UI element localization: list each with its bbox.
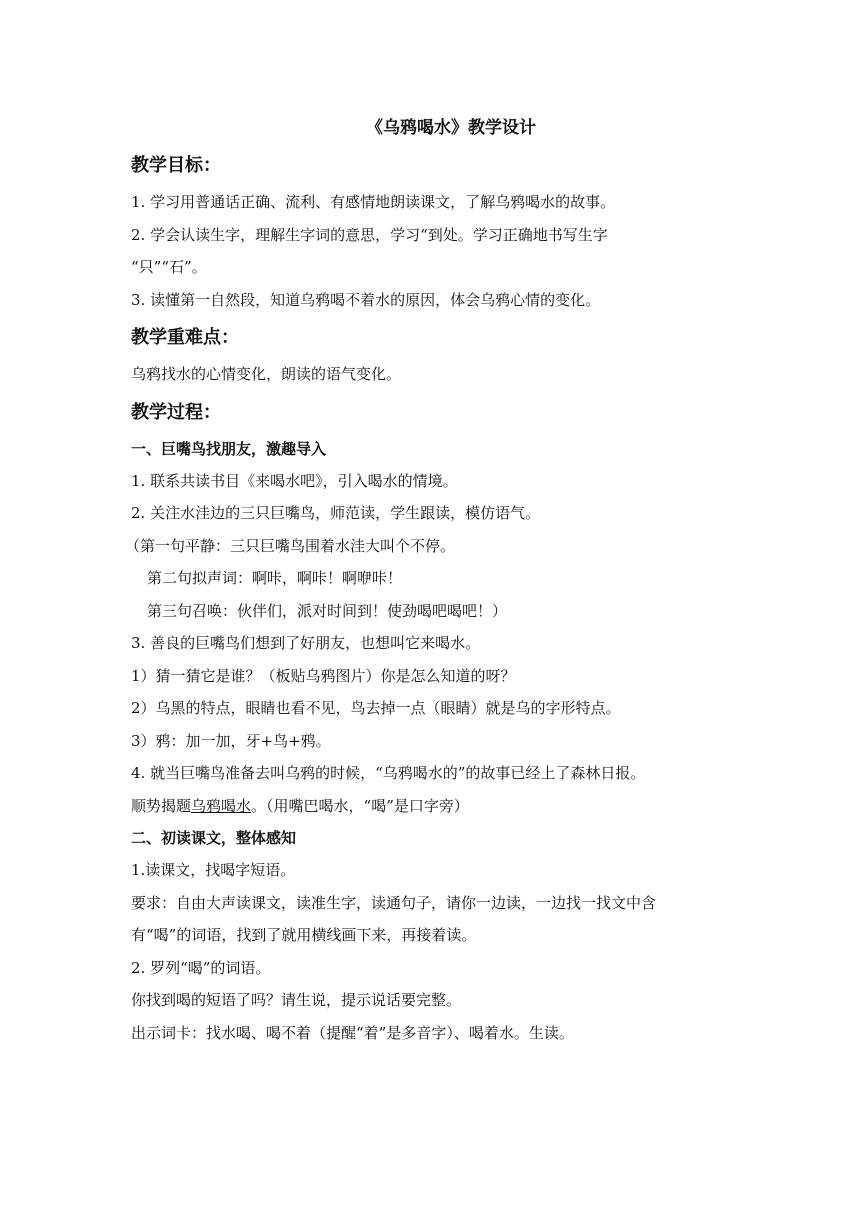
goal-item-2-continued: “只”“石”。 — [131, 258, 207, 276]
process-heading: 教学过程： — [131, 401, 221, 423]
section1-last-line — [131, 790, 741, 823]
section2-line-5: 你找到喝的短语了吗？请生说，提示说话要完整。 — [131, 991, 462, 1009]
goal-item-2: 2. 学会认读生字，理解生字词的意思，学习“到处。学习正确地书写生字 — [131, 225, 608, 244]
difficulty-text: 乌鸦找水的心情变化，朗读的语气变化。 — [131, 365, 402, 383]
underlined-lesson-title: 乌鸦喝水 — [191, 796, 252, 815]
document-body — [125, 112, 741, 1049]
section1-line-6: 3. 善良的巨嘴鸟们想到了好朋友，也想叫它来喝水。 — [131, 634, 481, 652]
difficulty-heading: 教学重难点： — [131, 327, 239, 348]
section1-line-7: 1）猜一猜它是谁？（板贴乌鸦图片）你是怎么知道的呀？ — [131, 666, 516, 685]
section1-heading: 一、巨嘴鸟找朋友，激趣导入 — [131, 439, 327, 458]
section1-line-4: 第二句拟声词：啊咔，啊咔！啊咿咔！ — [147, 569, 403, 587]
goal-item-1: 1. 学习用普通话正确、流利、有感情地朗读课文，了解乌鸦喝水的故事。 — [131, 193, 616, 211]
section2-line-2: 要求：自由大声读课文，读准生字，读通句子，请你一边读，一边找一找文中含 — [131, 893, 657, 912]
section2-heading: 二、初读课文，整体感知 — [131, 829, 297, 847]
reveal-title-prefix: 顺势揭题 — [131, 796, 192, 815]
section1-line-3: （第一句平静：三只巨嘴鸟围着水洼大叫个不停。 — [125, 536, 456, 555]
reveal-title-suffix: 。（用嘴巴喝水，“喝”是口字旁） — [251, 796, 469, 815]
section1-line-10: 4. 就当巨嘴鸟准备去叫乌鸦的时候，“乌鸦喝水的”的故事已经上了森林日报。 — [131, 764, 646, 782]
goal-item-3: 3. 读懂第一自然段，知道乌鸦喝不着水的原因，体会乌鸦心情的变化。 — [131, 290, 601, 309]
section1-line-8: 2）乌黑的特点，眼睛也看不见，鸟去掉一点（眼睛）就是乌的字形特点。 — [131, 699, 621, 717]
goals-heading: 教学目标： — [131, 155, 221, 176]
section2-line-1: 1.读课文，找喝字短语。 — [131, 861, 296, 879]
section2-line-6: 出示词卡：找水喝、喝不着（提醒“着”是多音字）、喝着水。生读。 — [131, 1023, 574, 1042]
section2-line-4: 2. 罗列“喝”的词语。 — [131, 958, 271, 977]
section1-line-1: 1. 联系共读书目《来喝水吧》，引入喝水的情境。 — [131, 471, 458, 490]
document-title: 《乌鸦喝水》教学设计 — [366, 118, 536, 138]
section2-line-3: 有“喝”的词语，找到了就用横线画下来，再接着读。 — [131, 926, 477, 944]
section1-line-9: 3）鸦：加一加，牙+鸟+鸦。 — [131, 731, 331, 750]
section1-line-5: 第三句召唤：伙伴们，派对时间到！使劲喝吧喝吧！） — [147, 601, 508, 620]
section1-line-2: 2. 关注水洼边的三只巨嘴鸟，师范读，学生跟读，模仿语气。 — [131, 504, 541, 522]
